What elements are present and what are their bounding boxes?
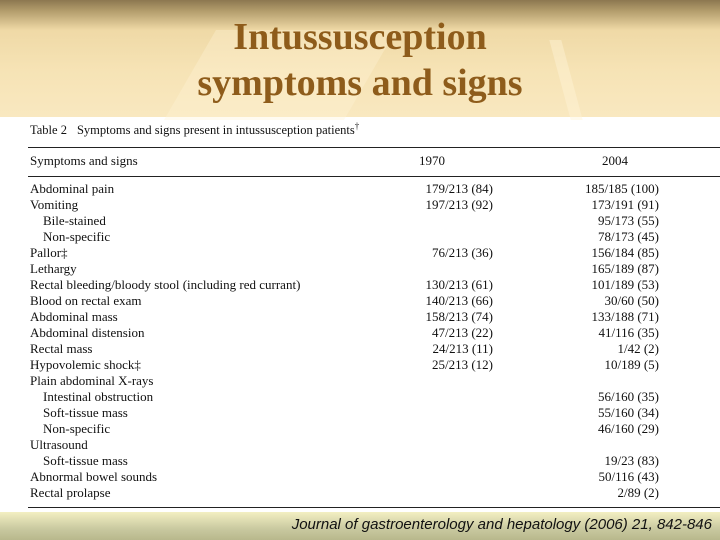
- table-top-rule: [28, 147, 720, 148]
- table-row: [0, 277, 720, 293]
- table-row: [0, 485, 720, 501]
- value-1970: 158/213 (74): [425, 309, 493, 324]
- value-2004: 1/42 (2): [617, 341, 659, 356]
- value-2004: 30/60 (50): [604, 293, 659, 308]
- value-1970: 197/213 (92): [425, 197, 493, 212]
- row-label: Abdominal mass: [30, 309, 118, 324]
- value-1970: 130/213 (61): [425, 277, 493, 292]
- header-rule: [28, 176, 720, 177]
- value-2004: 19/23 (83): [604, 453, 659, 468]
- table-row: [0, 229, 720, 245]
- header-2004: 2004: [602, 153, 628, 168]
- value-2004: 41/116 (35): [598, 325, 659, 340]
- value-2004: 185/185 (100): [584, 181, 659, 196]
- table-row: [0, 405, 720, 421]
- row-label: Non-specific: [43, 421, 111, 436]
- table-row: [0, 357, 720, 373]
- header-symptoms: Symptoms and signs: [30, 153, 138, 168]
- table-row: [0, 197, 720, 213]
- row-label: Abdominal distension: [30, 325, 145, 340]
- row-label: Vomiting: [30, 197, 79, 212]
- header-1970: 1970: [419, 153, 445, 168]
- value-2004: 156/184 (85): [591, 245, 659, 260]
- value-2004: 95/173 (55): [597, 213, 659, 228]
- row-label: Rectal bleeding/bloody stool (including red currant): [30, 277, 301, 292]
- value-2004: 55/160 (34): [597, 405, 659, 420]
- table-row: [0, 373, 720, 389]
- value-1970: 140/213 (66): [425, 293, 493, 308]
- table-row: [0, 421, 720, 437]
- value-1970: 24/213 (11): [432, 341, 493, 356]
- row-label: Soft-tissue mass: [43, 405, 128, 420]
- row-label: Non-specific: [43, 229, 111, 244]
- row-label: Pallor‡: [30, 245, 68, 260]
- value-2004: 133/188 (71): [591, 309, 659, 324]
- table-row: [0, 309, 720, 325]
- value-2004: 101/189 (53): [591, 277, 659, 292]
- table-row: [0, 245, 720, 261]
- row-label: Rectal mass: [30, 341, 93, 356]
- table-caption-text: Symptoms and signs present in intussusception patients: [76, 123, 355, 138]
- value-1970: 47/213 (22): [431, 325, 493, 340]
- row-label: Intestinal obstruction: [43, 389, 154, 404]
- table-row: [0, 469, 720, 485]
- table-row: [0, 213, 720, 229]
- row-label: Rectal prolapse: [30, 485, 111, 500]
- value-1970: 25/213 (12): [431, 357, 493, 372]
- row-label: Abnormal bowel sounds: [30, 469, 158, 484]
- value-1970: 76/213 (36): [431, 245, 493, 260]
- value-2004: 10/189 (5): [604, 357, 659, 372]
- table-label: Table 2: [30, 123, 67, 138]
- table-bottom-rule: [28, 507, 720, 508]
- slide-title: [0, 14, 720, 106]
- caption-footnote-mark: †: [354, 121, 360, 131]
- table-row: [0, 453, 720, 469]
- table-row: [0, 437, 720, 453]
- value-2004: 173/191 (91): [591, 197, 659, 212]
- table-row: [0, 293, 720, 309]
- row-label: Lethargy: [30, 261, 77, 276]
- value-1970: 179/213 (84): [425, 181, 493, 196]
- table-row: [0, 181, 720, 197]
- table-row: [0, 261, 720, 277]
- row-label: Bile-stained: [43, 213, 106, 228]
- title-line-1: Intussusception: [233, 16, 487, 58]
- value-2004: 50/116 (43): [598, 469, 659, 484]
- row-label: Blood on rectal exam: [30, 293, 142, 308]
- value-2004: 2/89 (2): [617, 485, 659, 500]
- value-2004: 56/160 (35): [597, 389, 659, 404]
- row-label: Plain abdominal X-rays: [30, 373, 154, 388]
- row-label: Hypovolemic shock‡: [30, 357, 141, 372]
- citation: Journal of gastroenterology and hepatology (2006) 21, 842-846: [291, 516, 712, 533]
- title-line-2: symptoms and signs: [197, 62, 523, 104]
- table-caption: [30, 121, 359, 138]
- value-2004: 165/189 (87): [591, 261, 659, 276]
- value-2004: 46/160 (29): [597, 421, 659, 436]
- table-row: [0, 341, 720, 357]
- row-label: Soft-tissue mass: [43, 453, 128, 468]
- table-row: [0, 325, 720, 341]
- value-2004: 78/173 (45): [597, 229, 659, 244]
- table-row: [0, 389, 720, 405]
- row-label: Abdominal pain: [30, 181, 115, 196]
- row-label: Ultrasound: [30, 437, 88, 452]
